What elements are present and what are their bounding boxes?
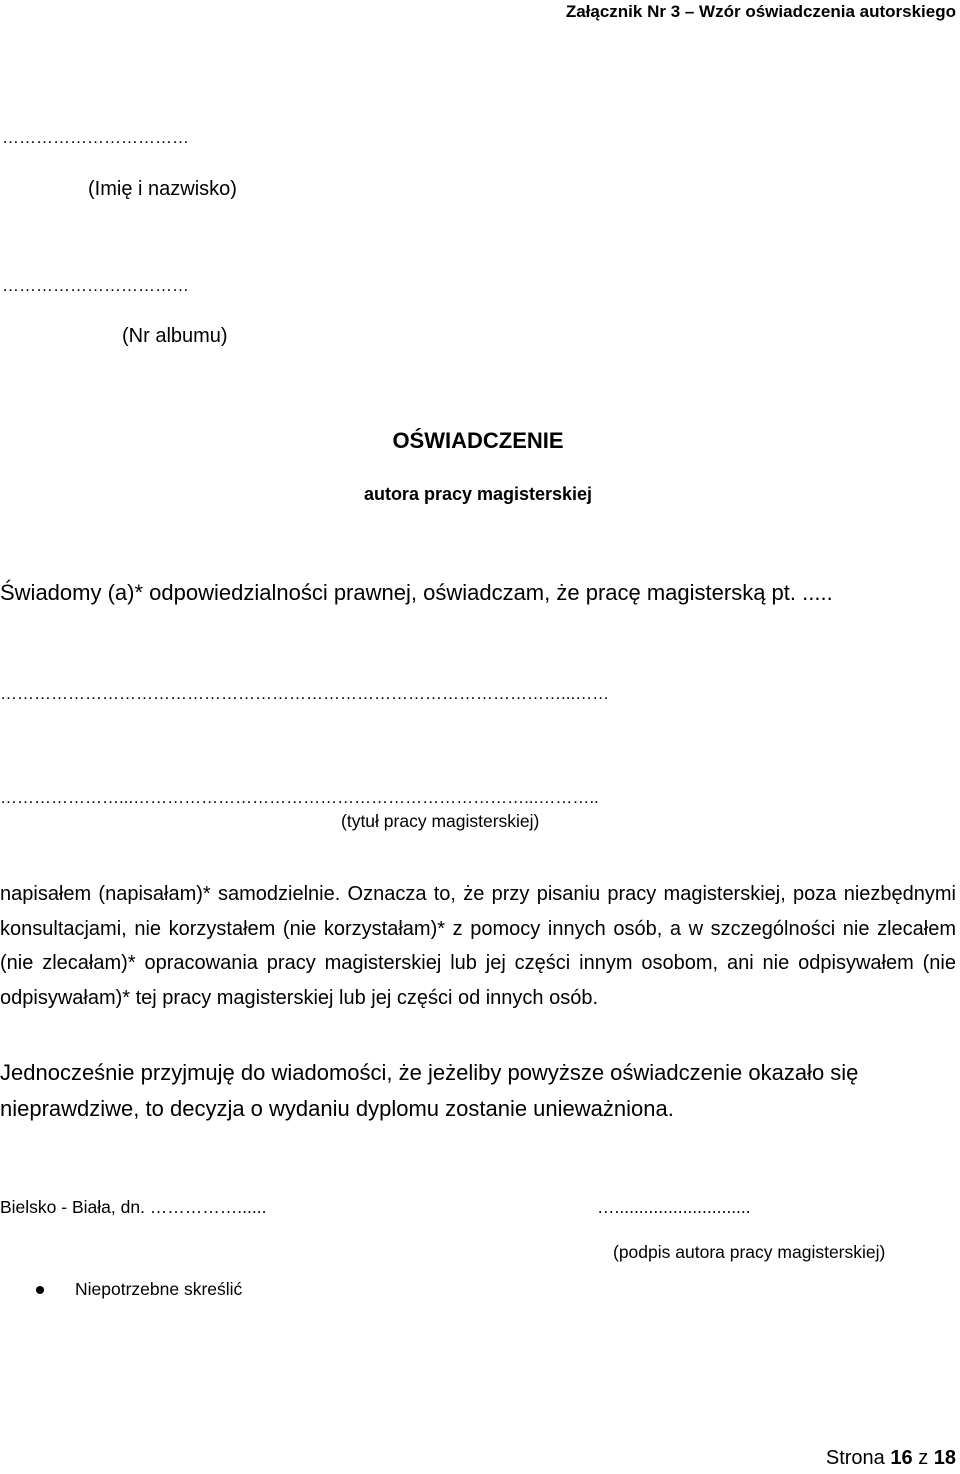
thesis-title-line-2: …………………...……………………………………………………………...……….. [0,788,599,807]
place-date: Bielsko - Biała, dn. ……………...... [0,1197,267,1217]
intro-statement: Świadomy (a)* odpowiedzialności prawnej, oświadczam, że pracę magisterską pt. ..... [0,580,833,605]
total-pages: 18 [933,1447,956,1469]
name-dots: …………………………… [2,128,189,147]
thesis-title-line-1: ………………………………………………………………………………………...…… [0,684,610,703]
annex-header: Załącznik Nr 3 – Wzór oświadczenia autorskiego [565,2,956,21]
acknowledgement-paragraph: Jednocześnie przyjmuję do wiadomości, że jeżeliby powyższe oświadczenie okazało się nieprawdziwe, to decyzja o wydaniu dyplomu zostanie unieważniona. [0,1060,859,1121]
thesis-title-label: (tytuł pracy magisterskiej) [341,811,540,831]
footnote-unnecessary: Niepotrzebne skreślić [75,1279,243,1299]
page-number [826,1447,956,1470]
declaration-paragraph: napisałem (napisałam)* samodzielnie. Oznacza to, że przy pisaniu pracy magisterskiej, poza niezbędnymi konsultacjami, nie korzystałem (nie korzystałam)* z pomocy innych osób, a w szczególności nie zlecałem (nie zlecałam)* opracowania pracy magisterskiej lub jej części innym osobom, ani nie odpisywałem (nie odpisywałam)* tej pracy magisterskiej lub jej części od innych osób. [0,883,956,1009]
name-label: (Imię i nazwisko) [88,178,237,200]
page-mid: z [918,1447,929,1469]
album-dots: …………………………… [2,276,189,295]
page-prefix: Strona [825,1447,885,1469]
document-title: OŚWIADCZENIE [392,428,564,453]
album-label: (Nr albumu) [122,325,228,347]
document-subtitle: autora pracy magisterskiej [363,484,593,504]
bullet-icon [36,1286,44,1294]
current-page: 16 [890,1447,913,1469]
signature-dots: …............................ [597,1197,751,1217]
signature-label: (podpis autora pracy magisterskiej) [613,1242,886,1262]
